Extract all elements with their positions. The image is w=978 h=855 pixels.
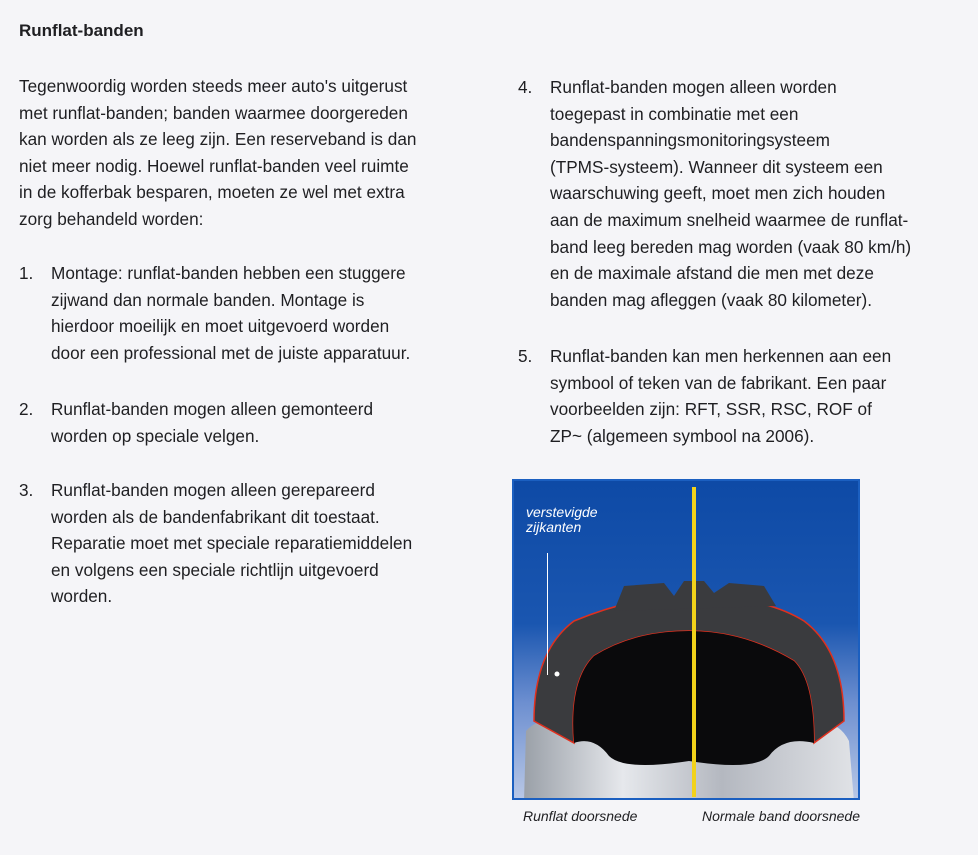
text-line: ZP~ (algemeen symbool na 2006). bbox=[550, 425, 815, 446]
text-line: (TPMS-systeem). Wanneer dit systeem een bbox=[550, 156, 883, 177]
tire-cross-section-figure bbox=[512, 479, 860, 800]
text-line: toegepast in combinatie met een bbox=[550, 103, 799, 124]
annotation-line: verstevigde bbox=[526, 504, 598, 520]
text-line: worden. bbox=[51, 586, 113, 607]
caption-normal: Normale band doorsnede bbox=[702, 808, 860, 824]
text-line: worden op speciale velgen. bbox=[51, 425, 260, 446]
text-line: Montage: runflat-banden hebben een stuggere bbox=[51, 263, 406, 283]
figure-annotation bbox=[526, 505, 598, 535]
list-number: 3. bbox=[19, 480, 34, 500]
list-item-text bbox=[51, 477, 412, 610]
annotation-line: zijkanten bbox=[526, 519, 582, 535]
text-line: niet meer nodig. Hoewel runflat-banden veel ruimte bbox=[19, 155, 409, 176]
annotation-pointer bbox=[547, 553, 548, 675]
text-line: waarschuwing geeft, moet men zich houden bbox=[550, 183, 886, 204]
text-line: kan worden als ze leeg zijn. Een reserveband is dan bbox=[19, 129, 417, 150]
text-line: bandenspanningsmonitoringsysteem bbox=[550, 130, 830, 151]
text-line: Tegenwoordig worden steeds meer auto's uitgerust bbox=[19, 76, 408, 96]
list-item-text bbox=[550, 74, 911, 313]
text-line: Runflat-banden mogen alleen worden bbox=[550, 77, 837, 97]
list-number: 4. bbox=[518, 77, 533, 97]
divider-line bbox=[692, 487, 696, 797]
text-line: zorg behandeld worden: bbox=[19, 208, 204, 229]
text-line: symbool of teken van de fabrikant. Een paar bbox=[550, 372, 887, 393]
list-number: 5. bbox=[518, 346, 533, 366]
text-line: hierdoor moeilijk en moet uitgevoerd worden bbox=[51, 316, 390, 337]
text-line: zijwand dan normale banden. Montage is bbox=[51, 289, 365, 310]
text-line: worden als de bandenfabrikant dit toestaat. bbox=[51, 506, 380, 527]
text-line: aan de maximum snelheid waarmee de runflat- bbox=[550, 209, 909, 230]
list-item-text bbox=[550, 343, 891, 449]
text-line: met runflat-banden; banden waarmee doorgereden bbox=[19, 102, 408, 123]
text-line: Runflat-banden kan men herkennen aan een bbox=[550, 346, 892, 366]
intro-paragraph bbox=[19, 73, 416, 233]
text-line: Runflat-banden mogen alleen gerepareerd bbox=[51, 480, 375, 500]
text-line: Reparatie moet met speciale reparatiemiddelen bbox=[51, 533, 413, 554]
text-line: door een professional met de juiste apparatuur. bbox=[51, 342, 411, 363]
page-title: Runflat-banden bbox=[19, 21, 144, 40]
caption-runflat: Runflat doorsnede bbox=[523, 808, 638, 824]
text-line: in de kofferbak besparen, moeten ze wel met extra bbox=[19, 182, 405, 203]
list-item-text bbox=[51, 260, 410, 366]
text-line: band leeg bereden mag worden (vaak 80 km/h) bbox=[550, 236, 912, 257]
list-item-text bbox=[51, 396, 373, 449]
text-line: voorbeelden zijn: RFT, SSR, RSC, ROF of bbox=[550, 399, 872, 420]
list-number: 1. bbox=[19, 263, 34, 283]
text-line: banden mag afleggen (vaak 80 kilometer). bbox=[550, 289, 872, 310]
text-line: en de maximale afstand die men met deze bbox=[550, 263, 874, 284]
text-line: Runflat-banden mogen alleen gemonteerd bbox=[51, 399, 374, 419]
text-line: en volgens een speciale richtlijn uitgevoerd bbox=[51, 559, 379, 580]
list-number: 2. bbox=[19, 399, 34, 419]
